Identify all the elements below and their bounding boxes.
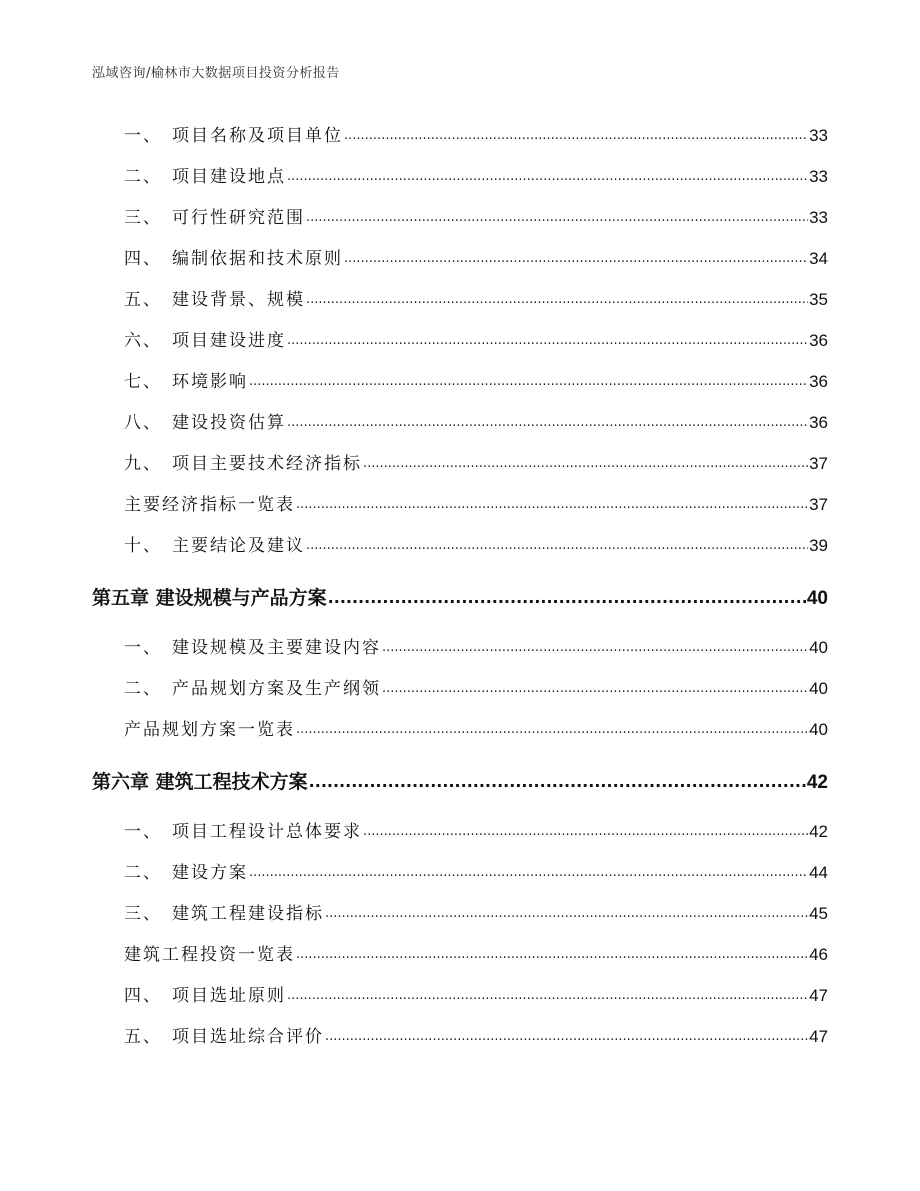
toc-entry-page: 35	[809, 290, 828, 309]
toc-leader-dots	[287, 170, 808, 184]
toc-chapter-text: 建筑工程技术方案	[155, 771, 308, 793]
toc-entry-number: 十、	[124, 536, 162, 556]
toc-leader-dots	[296, 948, 808, 962]
toc-entry-title	[124, 531, 305, 556]
toc-entry-title	[124, 674, 381, 699]
toc-entry-text: 建筑工程投资一览表	[124, 945, 295, 965]
toc-entry-title	[124, 633, 381, 658]
toc-entry-title	[124, 490, 295, 515]
toc-entry-number: 五、	[124, 290, 162, 310]
toc-entry-text: 项目建设地点	[172, 167, 286, 187]
toc-chapter-number: 第五章	[92, 587, 150, 609]
toc-leader-dots	[328, 590, 806, 606]
toc-entry-text: 项目名称及项目单位	[172, 126, 343, 146]
toc-leader-dots	[249, 375, 808, 389]
toc-leader-dots	[306, 293, 808, 307]
toc-chapter-text: 建设规模与产品方案	[155, 587, 327, 609]
toc-leader-dots	[363, 457, 808, 471]
toc-entry-text: 环境影响	[172, 372, 248, 392]
toc-entry-number: 六、	[124, 331, 162, 351]
toc-leader-dots	[363, 825, 808, 839]
toc-entry-page: 33	[809, 208, 828, 227]
toc-chapter[interactable]	[0, 766, 920, 794]
toc-entry-text: 建设方案	[172, 863, 248, 883]
toc-entry-title	[124, 1022, 324, 1047]
toc-entry[interactable]	[0, 286, 920, 310]
toc-entry[interactable]	[0, 327, 920, 351]
toc-entry[interactable]	[0, 122, 920, 146]
toc-leader-dots	[382, 682, 808, 696]
toc-entry[interactable]	[0, 982, 920, 1006]
toc-entry-page: 37	[809, 454, 828, 473]
toc-entry[interactable]	[0, 163, 920, 187]
toc-entry-table[interactable]	[0, 716, 920, 740]
toc-entry-title	[124, 408, 286, 433]
toc-entry-text: 编制依据和技术原则	[172, 249, 343, 269]
toc-entry-page: 40	[809, 679, 828, 698]
toc-entry-title	[124, 285, 305, 310]
toc-entry-table[interactable]	[0, 491, 920, 515]
toc-entry-number: 五、	[124, 1027, 162, 1047]
toc-entry[interactable]	[0, 409, 920, 433]
toc-entry-page: 42	[809, 822, 828, 841]
toc-chapter-number: 第六章	[92, 771, 150, 793]
toc-entry-text: 主要结论及建议	[172, 536, 305, 556]
toc-leader-dots	[249, 866, 808, 880]
toc-entry-number: 一、	[124, 638, 162, 658]
toc-entry-title	[124, 244, 343, 269]
toc-entry-title	[124, 899, 324, 924]
toc-entry-title	[124, 203, 305, 228]
toc-entry-page: 39	[809, 536, 828, 555]
toc-entry-title	[124, 715, 295, 740]
toc-entry-page: 33	[809, 126, 828, 145]
toc-entry-text: 主要经济指标一览表	[124, 495, 295, 515]
toc-entry[interactable]	[0, 1023, 920, 1047]
toc-entry-number: 三、	[124, 208, 162, 228]
toc-entry[interactable]	[0, 818, 920, 842]
toc-leader-dots	[306, 539, 808, 553]
toc-entry-number: 二、	[124, 167, 162, 187]
toc-leader-dots	[344, 129, 808, 143]
toc-entry-number: 四、	[124, 986, 162, 1006]
toc-entry-title	[124, 121, 343, 146]
toc-leader-dots	[306, 211, 808, 225]
toc-entry-text: 可行性研究范围	[172, 208, 305, 228]
toc-entry[interactable]	[0, 859, 920, 883]
toc-entry-text: 建设背景、规模	[172, 290, 305, 310]
toc-entry[interactable]	[0, 532, 920, 556]
toc-entry-page: 47	[809, 986, 828, 1005]
toc-leader-dots	[287, 334, 808, 348]
toc-entry[interactable]	[0, 675, 920, 699]
toc-entry-number: 三、	[124, 904, 162, 924]
toc-entry-number: 八、	[124, 413, 162, 433]
toc-entry[interactable]	[0, 634, 920, 658]
toc-leader-dots	[344, 252, 808, 266]
toc-entry-title	[124, 817, 362, 842]
toc-entry-page: 47	[809, 1027, 828, 1046]
toc-entry-page: 36	[809, 413, 828, 432]
toc-entry[interactable]	[0, 450, 920, 474]
toc-chapter-page: 40	[806, 588, 828, 609]
toc-leader-dots	[325, 907, 808, 921]
toc-entry[interactable]	[0, 368, 920, 392]
toc-entry-number: 一、	[124, 822, 162, 842]
toc-entry-text: 项目选址原则	[172, 986, 286, 1006]
toc-entry-number: 二、	[124, 863, 162, 883]
toc-entry-text: 产品规划方案及生产纲领	[172, 679, 381, 699]
toc-entry-number: 四、	[124, 249, 162, 269]
toc-entry-text: 产品规划方案一览表	[124, 720, 295, 740]
toc-entry-text: 项目主要技术经济指标	[172, 454, 362, 474]
toc-entry-text: 建设投资估算	[172, 413, 286, 433]
toc-chapter-page: 42	[806, 772, 828, 793]
toc-entry-text: 建设规模及主要建设内容	[172, 638, 381, 658]
toc-entry-number: 九、	[124, 454, 162, 474]
toc-entry-title	[124, 449, 362, 474]
toc-entry-title	[124, 858, 248, 883]
running-header: 泓域咨询/榆林市大数据项目投资分析报告	[92, 66, 340, 81]
toc-entry-page: 44	[809, 863, 828, 882]
toc-entry-page: 46	[809, 945, 828, 964]
toc-entry-title	[124, 981, 286, 1006]
toc-leader-dots	[382, 641, 808, 655]
toc-entry-table[interactable]	[0, 941, 920, 965]
toc-entry-text: 项目建设进度	[172, 331, 286, 351]
toc-entry-title	[124, 162, 286, 187]
toc-entry-text: 建筑工程建设指标	[172, 904, 324, 924]
toc-entry-title	[124, 326, 286, 351]
toc-entry-number: 七、	[124, 372, 162, 392]
toc-leader-dots	[309, 774, 806, 790]
toc-entry-page: 36	[809, 331, 828, 350]
toc-entry-title	[124, 940, 295, 965]
toc-entry-number: 一、	[124, 126, 162, 146]
toc-entry-title	[124, 367, 248, 392]
toc-entry-page: 37	[809, 495, 828, 514]
toc-entry-page: 40	[809, 720, 828, 739]
toc-leader-dots	[287, 989, 808, 1003]
toc-leader-dots	[325, 1030, 808, 1044]
toc-entry-page: 34	[809, 249, 828, 268]
toc-leader-dots	[296, 498, 808, 512]
toc-entry-page: 40	[809, 638, 828, 657]
toc-entry[interactable]	[0, 204, 920, 228]
toc-entry-text: 项目工程设计总体要求	[172, 822, 362, 842]
toc-entry-number: 二、	[124, 679, 162, 699]
toc-chapter-title	[92, 767, 308, 794]
toc-leader-dots	[296, 723, 808, 737]
toc-entry[interactable]	[0, 245, 920, 269]
toc-entry-page: 36	[809, 372, 828, 391]
toc-leader-dots	[287, 416, 808, 430]
toc-chapter-title	[92, 583, 327, 610]
toc-entry-text: 项目选址综合评价	[172, 1027, 324, 1047]
toc-entry-page: 45	[809, 904, 828, 923]
toc-chapter[interactable]	[0, 582, 920, 610]
toc-entry-page: 33	[809, 167, 828, 186]
toc-entry[interactable]	[0, 900, 920, 924]
